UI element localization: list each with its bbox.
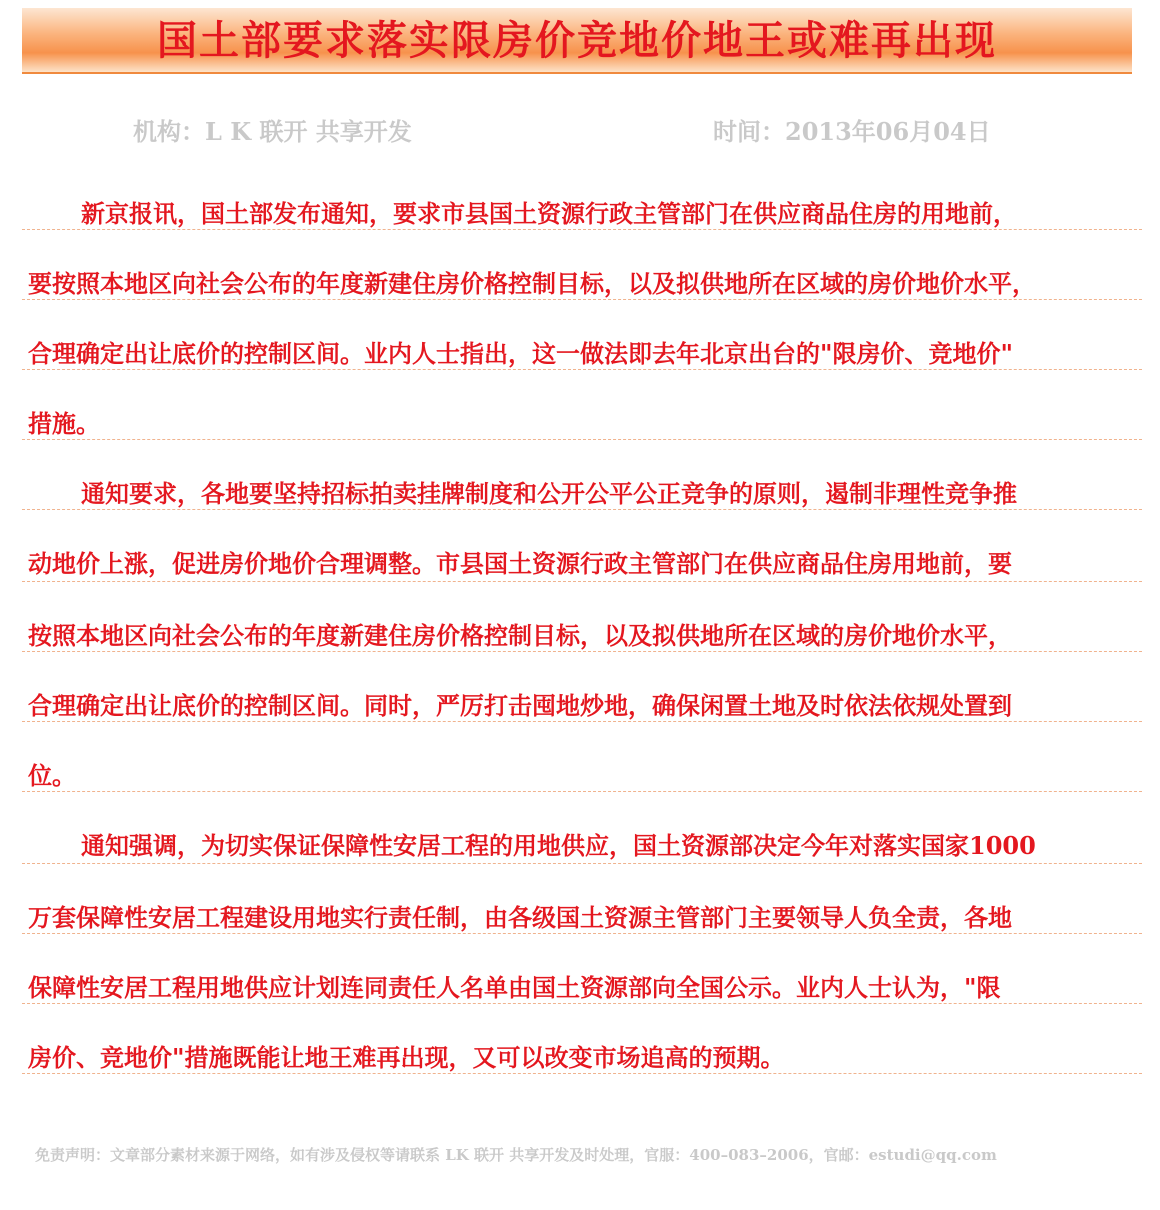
organization-label: 机构：L K 联开 共享开发 [133,117,412,146]
title-banner [22,8,1132,74]
article-line: 要按照本地区向社会公布的年度新建住房价格控制目标，以及拟供地所在区域的房价地价水平， [22,230,1142,300]
article-line: 通知强调，为切实保证保障性安居工程的用地供应，国土资源部决定今年对落实国家1000 [22,792,1142,864]
article-line: 通知要求，各地要坚持招标拍卖挂牌制度和公开公平公正竞争的原则，遏制非理性竞争推 [22,440,1142,510]
article-line: 动地价上涨，促进房价地价合理调整。市县国土资源行政主管部门在供应商品住房用地前，要 [22,510,1142,582]
publish-date-label: 时间：2013年06月04日 [713,117,991,146]
article-line: 房价、竞地价"措施既能让地王难再出现，又可以改变市场追高的预期。 [22,1004,1142,1074]
page-title: 国土部要求落实限房价竞地价地王或难再出现 [157,17,997,64]
article-line: 保障性安居工程用地供应计划连同责任人名单由国土资源部向全国公示。业内人士认为，"限 [22,934,1142,1004]
article-line: 新京报讯，国土部发布通知，要求市县国土资源行政主管部门在供应商品住房的用地前， [22,160,1142,230]
article-body [22,160,1142,1074]
disclaimer-text: 免责声明：文章部分素材来源于网络，如有涉及侵权等请联系 LK 联开 共享开发及时处理，官服：400–083–2006，官邮：estudi@qq.com [35,1146,997,1164]
article-line: 位。 [22,722,1142,792]
article-line: 合理确定出让底价的控制区间。业内人士指出，这一做法即去年北京出台的"限房价、竞地价" [22,300,1142,370]
article-line: 合理确定出让底价的控制区间。同时，严厉打击囤地炒地，确保闲置土地及时依法依规处置到 [22,652,1142,722]
article-line: 万套保障性安居工程建设用地实行责任制，由各级国土资源主管部门主要领导人负全责，各地 [22,864,1142,934]
article-line: 按照本地区向社会公布的年度新建住房价格控制目标，以及拟供地所在区域的房价地价水平， [22,582,1142,652]
article-line: 措施。 [22,370,1142,440]
